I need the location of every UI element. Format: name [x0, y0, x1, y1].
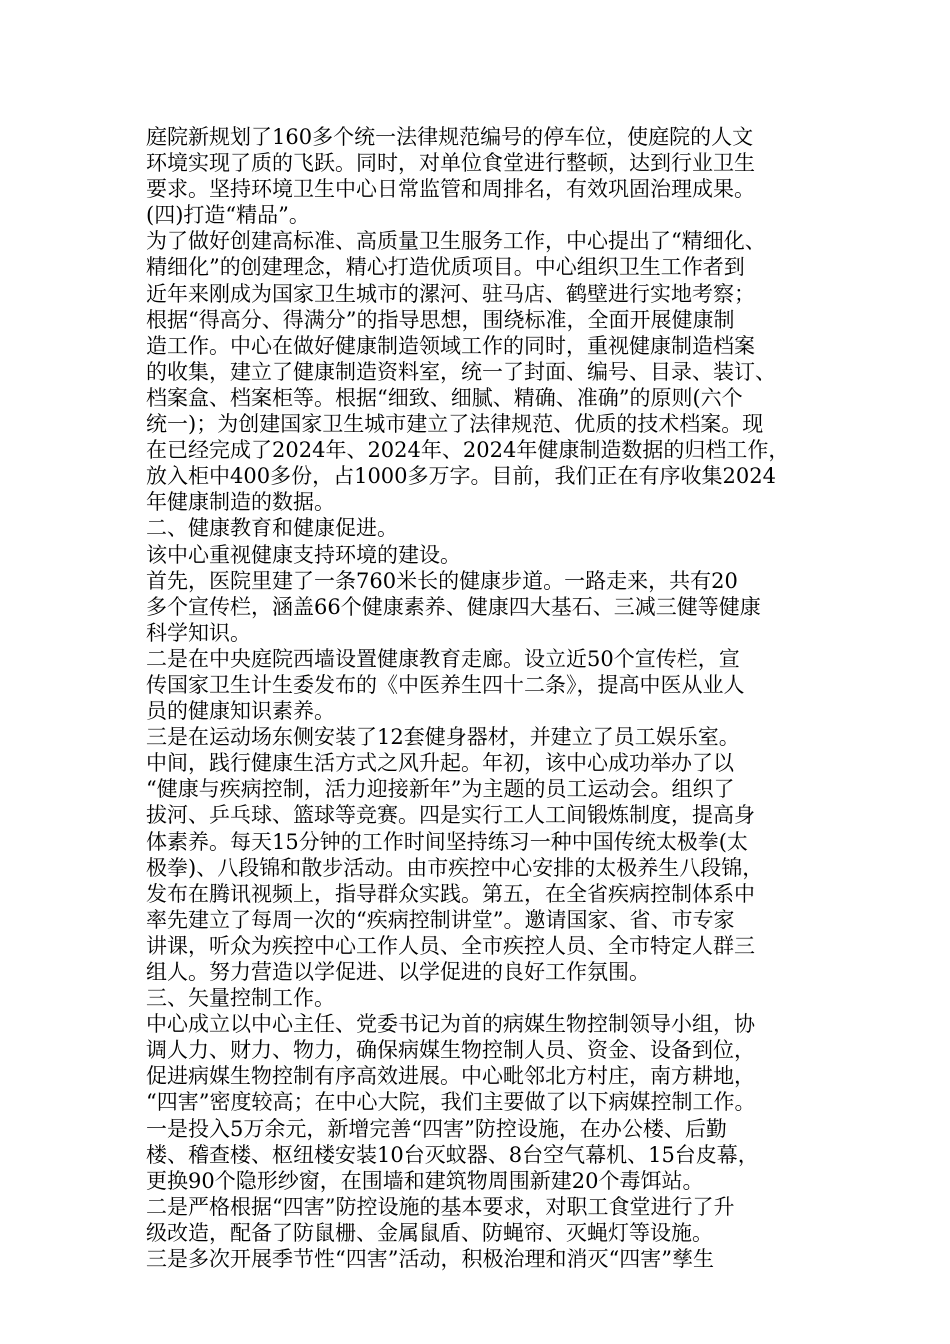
text-line: 体素养。每天15分钟的工作时间坚持练习一种中国传统太极拳(太: [146, 829, 748, 854]
text-line: 楼、稽查楼、枢纽楼安装10台灭蚊器、8台空气幕机、15台皮幕，: [146, 1142, 759, 1167]
text-line: 放入柜中400多份，占1000多万字。目前，我们正在有序收集2024: [146, 464, 776, 489]
text-line: 科学知识。: [146, 620, 251, 645]
text-line: 一是投入5万余元，新增完善“四害”防控设施，在办公楼、后勤: [146, 1116, 727, 1141]
text-line: 促进病媒生物控制有序高效进展。中心毗邻北方村庄，南方耕地，: [146, 1064, 755, 1089]
text-line: 精细化”的创建理念，精心打造优质项目。中心组织卫生工作者到: [146, 255, 745, 280]
text-line: “四害”密度较高；在中心大院，我们主要做了以下病媒控制工作。: [146, 1090, 756, 1115]
text-line: 根据“得高分、得满分”的指导思想，围绕标准，全面开展健康制: [146, 307, 735, 332]
document-body: [146, 124, 816, 1272]
text-line: 二、健康教育和健康促进。: [146, 516, 398, 541]
text-line: 拔河、乒乓球、篮球等竞赛。四是实行工人工间锻炼制度，提高身: [146, 803, 755, 828]
text-line: 三是在运动场东侧安装了12套健身器材，并建立了员工娱乐室。: [146, 725, 740, 750]
text-line: 中间，践行健康生活方式之风升起。年初，该中心成功举办了以: [146, 751, 734, 776]
text-line: 多个宣传栏，涵盖66个健康素养、健康四大基石、三减三健等健康: [146, 594, 761, 619]
text-line: 三、矢量控制工作。: [146, 986, 335, 1011]
text-line: (四)打造“精品”。: [146, 203, 310, 228]
text-line: 讲课，听众为疾控中心工作人员、全市疾控人员、全市特定人群三: [146, 933, 755, 958]
text-line: 首先，医院里建了一条760米长的健康步道。一路走来，共有20: [146, 568, 738, 593]
text-line: 组人。努力营造以学促进、以学促进的良好工作氛围。: [146, 960, 650, 984]
text-line: 年健康制造的数据。: [146, 490, 335, 515]
text-line: 中心成立以中心主任、党委书记为首的病媒生物控制领导小组，协: [146, 1012, 755, 1037]
text-line: 二是严格根据“四害”防控设施的基本要求，对职工食堂进行了升: [146, 1194, 735, 1219]
text-line: 更换90个隐形纱窗，在围墙和建筑物周围新建20个毒饵站。: [146, 1168, 704, 1193]
text-line: 级改造，配备了防鼠栅、金属鼠盾、防蝇帘、灭蝇灯等设施。: [146, 1220, 713, 1245]
text-line: 发布在腾讯视频上，指导群众实践。第五，在全省疾病控制体系中: [146, 881, 755, 906]
text-line: 该中心重视健康支持环境的建设。: [146, 542, 461, 567]
text-line: 传国家卫生计生委发布的《中医养生四十二条》，提高中医从业人: [146, 672, 745, 697]
text-line: 档案盒、档案柜等。根据“细致、细腻、精确、准确”的原则(六个: [146, 385, 743, 410]
text-line: “健康与疾病控制，活力迎接新年”为主题的员工运动会。组织了: [146, 777, 735, 802]
text-line: 率先建立了每周一次的“疾病控制讲堂”。邀请国家、省、市专家: [146, 907, 735, 932]
text-line: 员的健康知识素养。: [146, 699, 335, 724]
text-line: 极拳)、八段锦和散步活动。由市疾控中心安排的太极养生八段锦，: [146, 855, 764, 880]
text-line: 三是多次开展季节性“四害”活动，积极治理和消灭“四害”孳生: [146, 1247, 714, 1272]
text-line: 庭院新规划了160多个统一法律规范编号的停车位，使庭院的人文: [146, 125, 754, 149]
text-line: 二是在中央庭院西墙设置健康教育走廊。设立近50个宣传栏，宣: [146, 646, 740, 671]
text-line: 要求。坚持环境卫生中心日常监管和周排名，有效巩固治理成果。: [146, 177, 755, 202]
text-line: 的收集，建立了健康制造资料室，统一了封面、编号、目录、装订、: [146, 359, 776, 384]
text-line: 在已经完成了2024年、2024年、2024年健康制造数据的归档工作，: [146, 438, 790, 463]
text-line: 造工作。中心在做好健康制造领域工作的同时，重视健康制造档案: [146, 333, 755, 358]
text-line: 近年来刚成为国家卫生城市的漯河、驻马店、鹤壁进行实地考察；: [146, 281, 755, 306]
text-line: 统一)；为创建国家卫生城市建立了法律规范、优质的技术档案。现: [146, 412, 764, 437]
text-line: 为了做好创建高标准、高质量卫生服务工作，中心提出了“精细化、: [146, 229, 766, 254]
text-line: 调人力、财力、物力，确保病媒生物控制人员、资金、设备到位，: [146, 1038, 755, 1063]
text-line: 环境实现了质的飞跃。同时，对单位食堂进行整顿，达到行业卫生: [146, 151, 755, 176]
